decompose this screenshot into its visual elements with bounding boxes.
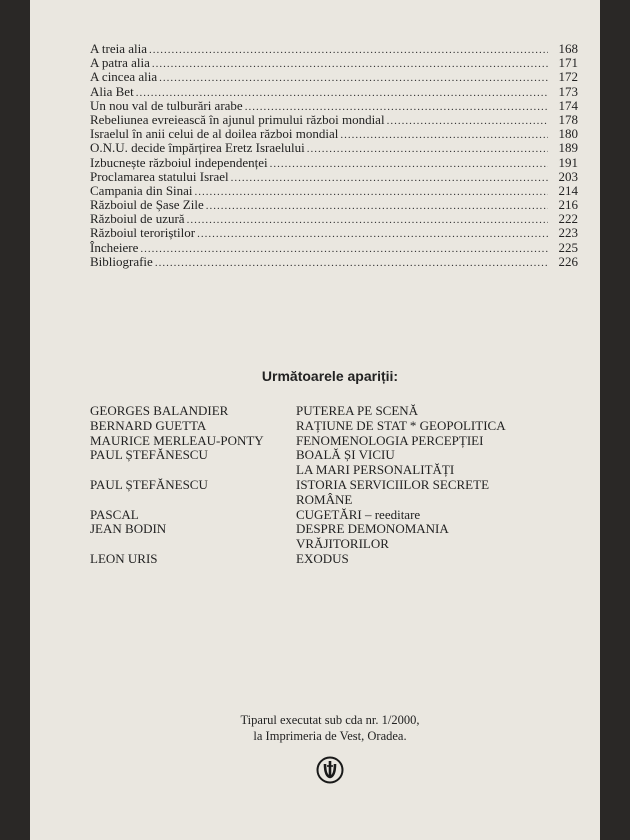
toc-leader-dots xyxy=(197,227,548,241)
toc-entry xyxy=(90,255,578,269)
table-of-contents xyxy=(90,42,578,269)
upcoming-author: GEORGES BALANDIER xyxy=(90,403,229,418)
toc-entry-title: Un nou val de tulburări arabe xyxy=(90,97,243,113)
upcoming-title-line: ISTORIA SERVICIILOR SECRETE xyxy=(296,476,490,492)
toc-entry-page: 214 xyxy=(558,182,578,198)
toc-entry-title: A cincea alia xyxy=(90,69,158,85)
toc-entry-page: 171 xyxy=(558,55,578,71)
upcoming-item xyxy=(90,419,590,434)
upcoming-title-line: EXODUS xyxy=(296,550,349,566)
upcoming-title-line: ROMÂNE xyxy=(296,491,353,507)
toc-entry-title: Israelul în anii celui de al doilea război mondial xyxy=(90,126,339,142)
toc-entry xyxy=(90,241,578,255)
upcoming-author: PASCAL xyxy=(90,506,139,522)
toc-entry xyxy=(90,56,578,70)
toc-leader-dots xyxy=(187,213,548,227)
toc-entry-page: 174 xyxy=(558,97,578,113)
upcoming-title-line: PUTEREA PE SCENĂ xyxy=(296,403,419,418)
toc-entry xyxy=(90,127,578,141)
toc-entry-page: 191 xyxy=(558,154,578,170)
toc-leader-dots xyxy=(155,256,548,270)
toc-leader-dots xyxy=(149,43,548,57)
toc-leader-dots xyxy=(340,128,548,142)
toc-entry-title: Războiul teroriștilor xyxy=(90,225,196,241)
toc-entry-page: 189 xyxy=(558,140,578,156)
toc-entry-title: Războiul de Șase Zile xyxy=(90,197,204,213)
toc-leader-dots xyxy=(270,157,548,171)
toc-entry-title: Bibliografie xyxy=(90,253,153,269)
toc-entry xyxy=(90,99,578,113)
upcoming-title-line: LA MARI PERSONALITĂȚI xyxy=(296,462,455,478)
upcoming-heading: Următoarele apariții: xyxy=(261,368,399,384)
upcoming-author: JEAN BODIN xyxy=(90,521,167,537)
upcoming-title-line: RAȚIUNE DE STAT * GEOPOLITICA xyxy=(296,417,506,433)
toc-entry-page: 172 xyxy=(558,69,578,85)
toc-entry-page: 168 xyxy=(558,41,578,56)
toc-entry-page: 180 xyxy=(558,126,578,142)
upcoming-author: PAUL ȘTEFĂNESCU xyxy=(90,476,208,492)
toc-entry xyxy=(90,212,578,226)
toc-entry-title: A patra alia xyxy=(90,55,150,71)
printer-line-press: la Imprimeria de Vest, Oradea. xyxy=(253,729,407,743)
printer-line-order: Tiparul executat sub cda nr. 1/2000, xyxy=(240,713,420,727)
upcoming-author: MAURICE MERLEAU-PONTY xyxy=(90,432,264,448)
upcoming-list xyxy=(90,404,590,567)
toc-entry-title: Izbucnește războiul independenței xyxy=(90,154,268,170)
toc-entry xyxy=(90,85,578,99)
toc-entry-title: Proclamarea statului Israel xyxy=(90,168,229,184)
toc-leader-dots xyxy=(231,171,548,185)
upcoming-item xyxy=(90,478,590,508)
toc-entry-title: A treia alia xyxy=(90,41,148,56)
printer-logo-icon xyxy=(316,756,344,784)
upcoming-author: PAUL ȘTEFĂNESCU xyxy=(90,447,208,463)
toc-entry xyxy=(90,170,578,184)
toc-entry xyxy=(90,70,578,84)
toc-entry xyxy=(90,184,578,198)
toc-entry-title: Alia Bet xyxy=(90,83,134,99)
upcoming-title xyxy=(296,434,590,449)
toc-leader-dots xyxy=(387,114,548,128)
upcoming-item xyxy=(90,508,590,523)
toc-entry xyxy=(90,198,578,212)
toc-leader-dots xyxy=(206,199,548,213)
upcoming-author: BERNARD GUETTA xyxy=(90,417,207,433)
toc-entry xyxy=(90,156,578,170)
upcoming-item xyxy=(90,552,590,567)
upcoming-title xyxy=(296,404,590,419)
upcoming-item xyxy=(90,434,590,449)
upcoming-author: LEON URIS xyxy=(90,550,158,566)
toc-entry-page: 223 xyxy=(558,225,578,241)
toc-entry-title: O.N.U. decide împărțirea Eretz Israelului xyxy=(90,140,305,156)
toc-entry xyxy=(90,226,578,240)
toc-leader-dots xyxy=(195,185,548,199)
upcoming-item xyxy=(90,404,590,419)
toc-leader-dots xyxy=(307,142,548,156)
toc-entry-title: Campania din Sinai xyxy=(90,182,193,198)
toc-entry-title: Încheiere xyxy=(90,239,139,255)
upcoming-title-line: DESPRE DEMONOMANIA xyxy=(296,521,449,537)
upcoming-title xyxy=(296,478,590,508)
toc-entry-page: 216 xyxy=(558,197,578,213)
upcoming-title xyxy=(296,552,590,567)
upcoming-item xyxy=(90,448,590,478)
toc-leader-dots xyxy=(140,242,548,256)
toc-entry-page: 225 xyxy=(558,239,578,255)
toc-entry-page: 173 xyxy=(558,83,578,99)
upcoming-title xyxy=(296,448,590,478)
toc-entry xyxy=(90,42,578,56)
printer-info xyxy=(90,712,570,744)
toc-entry-page: 226 xyxy=(558,253,578,269)
toc-entry-title: Rebeliunea evreiească în ajunul primului război mondial xyxy=(90,111,385,127)
toc-entry xyxy=(90,113,578,127)
toc-entry xyxy=(90,141,578,155)
toc-entry-title: Războiul de uzură xyxy=(90,211,185,227)
upcoming-title xyxy=(296,419,590,434)
toc-leader-dots xyxy=(152,57,548,71)
toc-entry-page: 203 xyxy=(558,168,578,184)
book-page xyxy=(30,0,600,840)
upcoming-title-line: FENOMENOLOGIA PERCEPȚIEI xyxy=(296,432,484,448)
toc-leader-dots xyxy=(159,71,548,85)
upcoming-title-line: BOALĂ ȘI VICIU xyxy=(296,447,395,463)
upcoming-item xyxy=(90,522,590,552)
upcoming-title xyxy=(296,522,590,552)
upcoming-title-line: CUGETĂRI – reeditare xyxy=(296,506,421,522)
upcoming-title-line: VRĂJITORILOR xyxy=(296,536,389,552)
upcoming-title xyxy=(296,508,590,523)
toc-entry-page: 178 xyxy=(558,111,578,127)
toc-entry-page: 222 xyxy=(558,211,578,227)
